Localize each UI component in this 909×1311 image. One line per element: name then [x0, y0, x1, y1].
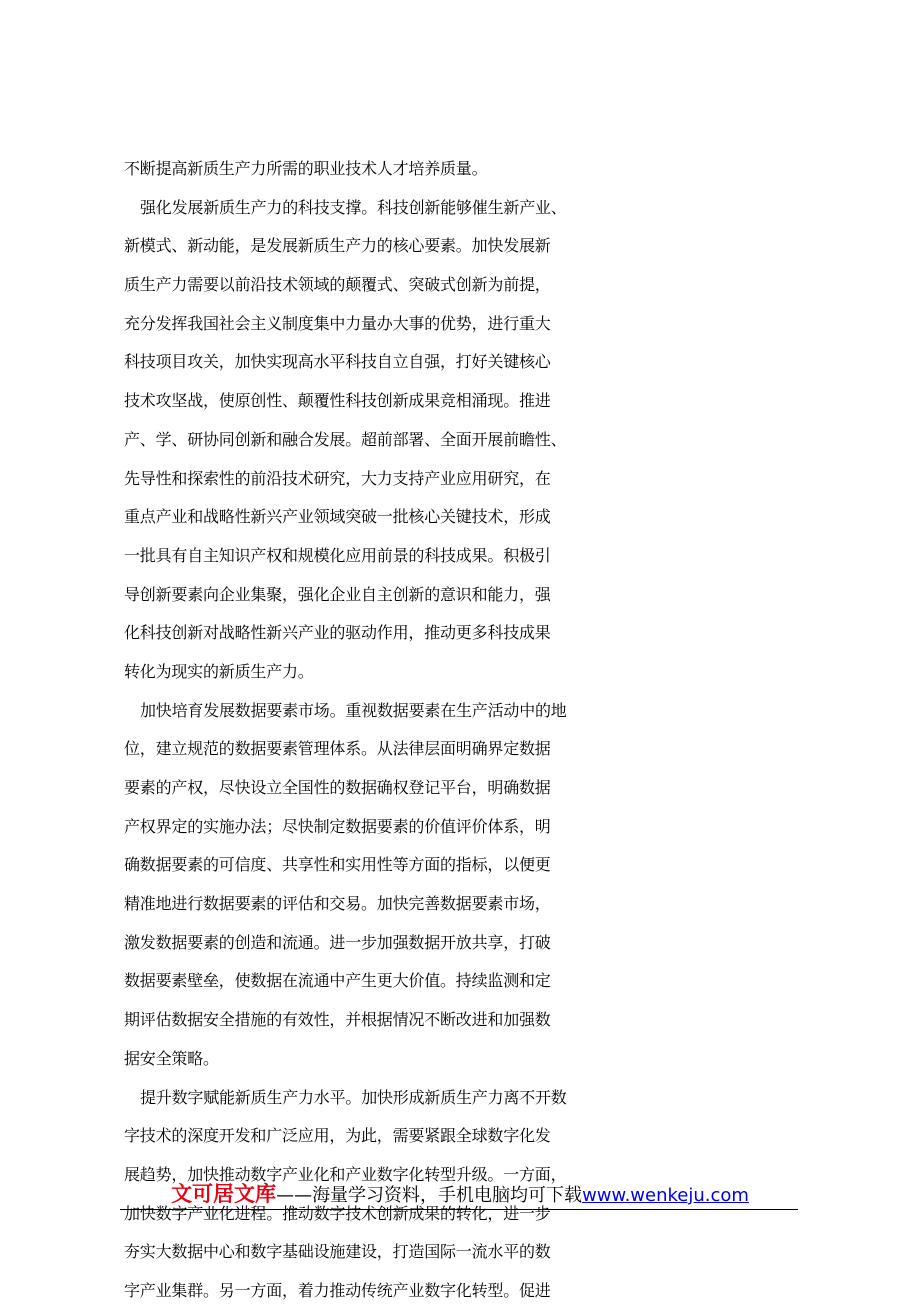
text-line-14: 转化为现实的新质生产力。	[124, 661, 314, 681]
text-line-26: 字技术的深度开发和广泛应用，为此，需要紧跟全球数字化发	[124, 1126, 551, 1146]
text-line-18: 产权界定的实施办法；尽快制定数据要素的价值评价体系，明	[124, 816, 551, 836]
text-line-4: 质生产力需要以前沿技术领域的颠覆式、突破式创新为前提，	[124, 275, 551, 295]
text-line-25: 提升数字赋能新质生产力水平。加快形成新质生产力离不开数	[140, 1087, 567, 1107]
text-line-11: 一批具有自主知识产权和规模化应用前景的科技成果。积极引	[124, 545, 551, 565]
text-line-22: 数据要素壁垒，使数据在流通中产生更大价值。持续监测和定	[124, 971, 551, 991]
text-line-23: 期评估数据安全措施的有效性，并根据情况不断改进和加强数	[124, 1010, 551, 1030]
text-line-29: 夯实大数据中心和数字基础设施建设，打造国际一流水平的数	[124, 1242, 551, 1262]
text-line-13: 化科技创新对战略性新兴产业的驱动作用，推动更多科技成果	[124, 623, 551, 643]
text-line-30: 字产业集群。另一方面，着力推动传统产业数字化转型。促进	[124, 1280, 551, 1300]
footer-description: ——海量学习资料，手机电脑均可下载	[276, 1185, 583, 1206]
text-line-20: 精准地进行数据要素的评估和交易。加快完善数据要素市场，	[124, 894, 551, 914]
text-line-19: 确数据要素的可信度、共享性和实用性等方面的指标，以便更	[124, 855, 551, 875]
page-footer	[124, 1178, 796, 1212]
footer-url-link[interactable]: www.wenkeju.com	[582, 1185, 749, 1206]
text-line-10: 重点产业和战略性新兴产业领域突破一批核心关键技术，形成	[124, 507, 551, 527]
text-line-7: 技术攻坚战，使原创性、颠覆性科技创新成果竞相涌现。推进	[124, 391, 551, 411]
text-line-8: 产、学、研协同创新和融合发展。超前部署、全面开展前瞻性、	[124, 429, 567, 449]
text-line-24: 据安全策略。	[124, 1048, 219, 1068]
text-line-21: 激发数据要素的创造和流通。进一步加强数据开放共享，打破	[124, 932, 551, 952]
text-line-17: 要素的产权，尽快设立全国性的数据确权登记平台，明确数据	[124, 778, 551, 797]
document-body	[124, 150, 814, 1311]
text-line-28: 加快数字产业化进程。推动数字技术创新成果的转化，进一步	[124, 1203, 551, 1223]
footer-brand: 文可居文库	[171, 1182, 277, 1206]
text-line-3: 新模式、新动能，是发展新质生产力的核心要素。加快发展新	[124, 236, 551, 256]
text-line-15: 加快培育发展数据要素市场。重视数据要素在生产活动中的地	[140, 700, 567, 720]
text-line-12: 导创新要素向企业集聚，强化企业自主创新的意识和能力，强	[124, 584, 551, 604]
footer-divider	[120, 1209, 798, 1210]
text-line-1: 不断提高新质生产力所需的职业技术人才培养质量。	[124, 159, 488, 178]
text-line-16: 位，建立规范的数据要素管理体系。从法律层面明确界定数据	[124, 739, 551, 759]
text-line-9: 先导性和探索性的前沿技术研究，大力支持产业应用研究，在	[124, 468, 551, 488]
text-line-5: 充分发挥我国社会主义制度集中力量办大事的优势，进行重大	[124, 313, 551, 333]
text-line-2: 强化发展新质生产力的科技支撑。科技创新能够催生新产业、	[140, 197, 567, 217]
text-line-6: 科技项目攻关，加快实现高水平科技自立自强，打好关键核心	[124, 352, 551, 372]
text-line-27: 展趋势，加快推动数字产业化和产业数字化转型升级。一方面，	[124, 1164, 567, 1184]
